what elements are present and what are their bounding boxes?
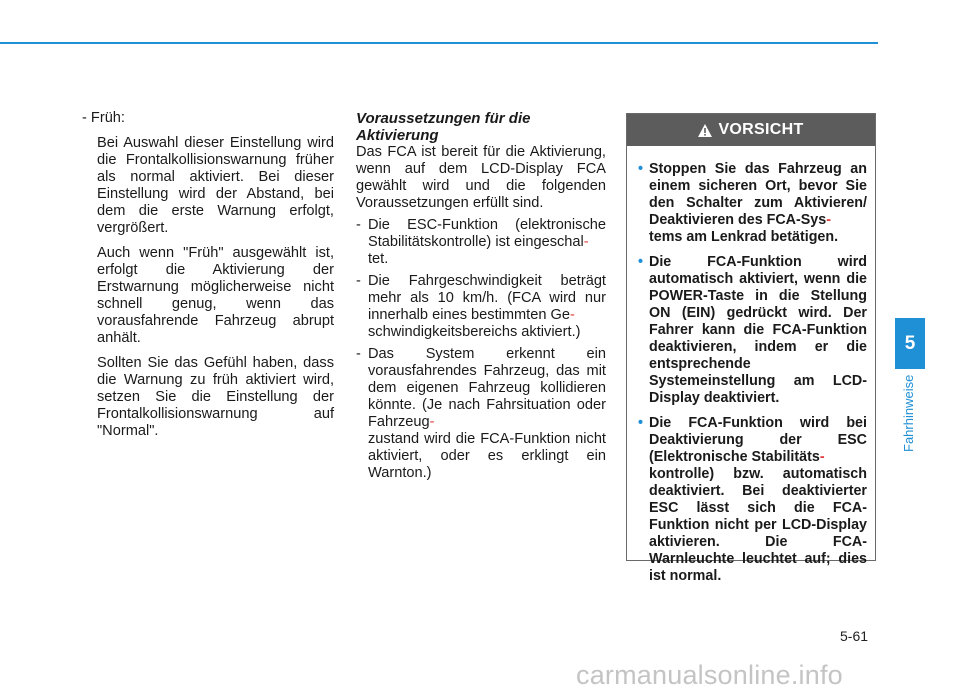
caution-box	[626, 113, 876, 584]
list-item: - Die ESC-Funktion (elektronische Stabilitätskontrolle) ist eingeschal- tet.	[356, 217, 606, 267]
left-column	[82, 110, 334, 440]
chapter-tab: 5	[895, 318, 925, 369]
dash-marker: -	[356, 273, 361, 289]
section-heading: Voraussetzungen für die Aktivierung	[356, 110, 531, 144]
bullet-icon: •	[638, 161, 644, 177]
watermark: carmanualsonline.info	[576, 660, 843, 690]
page-number: 5-61	[840, 628, 869, 644]
warning-icon	[698, 124, 712, 137]
caution-item: • Stoppen Sie das Fahrzeug an einem sicheren Ort, bevor Sie den Schalter zum Aktivieren/ Deaktivieren des FCA-Sys- tems am Lenkrad betätigen.	[638, 161, 867, 245]
list-item: - Die Fahrgeschwindigkeit beträgt mehr als 10 km/h. (FCA wird nur innerhalb eines bestimmten Ge- schwindigkeitsbereichs aktiviert.)	[356, 273, 606, 340]
header-rule	[0, 42, 878, 44]
caution-item: • Die FCA-Funktion wird bei Deaktivierung der ESC (Elektronische Stabilitäts- kontrolle) bzw. automatisch deaktiviert. Bei deaktivierter ESC lässt sich die FCA-Funktion nicht per LCD-Display aktivieren. Die FCA-Warnleuchte leuchtet auf; dies ist normal.	[638, 415, 867, 584]
paragraph-early-setting: Bei Auswahl dieser Einstellung wird die Frontalkollisionswarnung früher als normal aktiviert. Bei dieser Einstellung wird der Abstand, bei dem die erste Warnung erfolgt, vergrößert.	[97, 135, 334, 236]
paragraph-early-limitation: Auch wenn "Früh" ausgewählt ist, erfolgt die Aktivierung der Erstwarnung möglicherweise nicht schnell genug, wenn das vorausfahrende Fahrzeug abrupt anhält.	[97, 245, 334, 346]
caution-header	[627, 114, 875, 146]
option-label: - Früh:	[82, 110, 125, 126]
caution-body	[627, 146, 875, 585]
bullet-icon: •	[638, 254, 644, 270]
chapter-name: Fahrhinweise	[901, 374, 916, 452]
paragraph-normal-advice: Sollten Sie das Gefühl haben, dass die Warnung zu früh aktiviert wird, setzen Sie die Einstellung der Frontalkollisionswarnung auf "Normal".	[97, 355, 334, 439]
dash-marker: -	[356, 346, 361, 362]
section-intro: Das FCA ist bereit für die Aktivierung, wenn auf dem LCD-Display FCA gewählt wird und die folgenden Voraussetzungen erfüllt sind.	[356, 144, 606, 211]
caution-title: VORSICHT	[718, 121, 804, 138]
bullet-icon: •	[638, 415, 644, 431]
list-item: - Das System erkennt ein vorausfahrendes Fahrzeug, das mit dem eigenen Fahrzeug kollidieren könnte. (Je nach Fahrsituation oder Fahrzeug- zustand wird die FCA-Funktion nicht aktiviert, oder es erklingt ein Warnton.)	[356, 346, 606, 481]
middle-column	[356, 110, 606, 482]
dash-marker: -	[356, 217, 361, 233]
caution-item: • Die FCA-Funktion wird automatisch aktiviert, wenn die POWER-Taste in die Stellung ON (EIN) gedrückt wird. Der Fahrer kann die FCA-Funktion deaktivieren, indem er die entsprechende Systemeinstellung am LCD-Display deaktiviert.	[638, 254, 867, 406]
